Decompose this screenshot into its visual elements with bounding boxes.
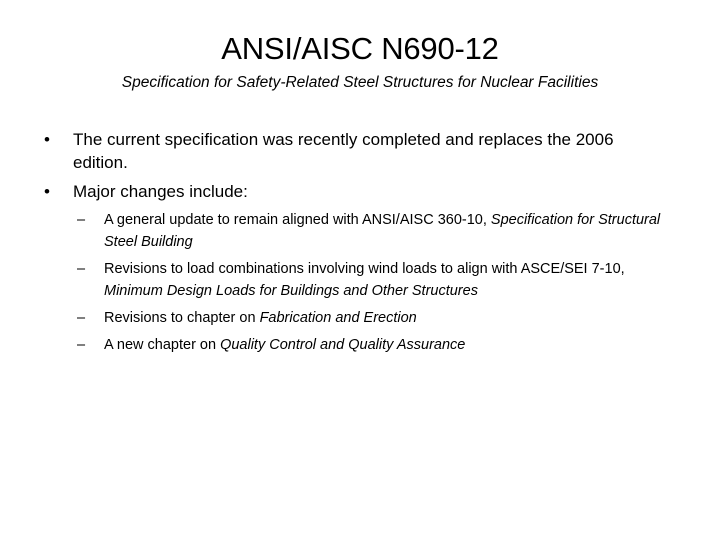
- slide-subtitle: Specification for Safety-Related Steel Structures for Nuclear Facilities: [121, 74, 599, 91]
- sub-bullet-italic: Fabrication and Erection: [259, 310, 417, 326]
- sub-bullet-italic: Specification for Structural Steel Building: [104, 212, 661, 250]
- sub-bullet-item: [73, 258, 672, 302]
- bullet-item: [42, 180, 672, 356]
- dash-glyph: –: [77, 337, 86, 353]
- sub-bullet-text: A general update to remain aligned with ANSI/AISC 360-10,: [104, 212, 491, 228]
- sub-bullet-item: [73, 334, 672, 356]
- bullet-list: [42, 128, 672, 356]
- dash-glyph: –: [77, 212, 86, 228]
- sub-bullet-text: Revisions to load combinations involving wind loads to align with ASCE/SEI 7-10,: [104, 261, 625, 277]
- sub-bullet-list: [73, 209, 672, 356]
- dash-glyph: –: [77, 261, 86, 277]
- title-block: [36, 30, 684, 94]
- sub-bullet-text: Revisions to chapter on: [104, 310, 260, 326]
- bullet-text: Major changes include:: [73, 182, 248, 201]
- bullet-glyph: •: [44, 130, 50, 149]
- sub-bullet-text: A new chapter on: [104, 337, 221, 353]
- bullet-item: [42, 128, 672, 174]
- sub-bullet-italic: Minimum Design Loads for Buildings and Other Structures: [104, 283, 478, 299]
- sub-bullet-item: [73, 307, 672, 329]
- slide-body: [42, 128, 672, 362]
- bullet-glyph: •: [44, 182, 50, 201]
- sub-bullet-item: [73, 209, 672, 253]
- dash-glyph: –: [77, 310, 86, 326]
- slide-title: ANSI/AISC N690-12: [221, 31, 499, 66]
- bullet-text: The current specification was recently completed and replaces the 2006 edition.: [73, 130, 614, 172]
- sub-bullet-italic: Quality Control and Quality Assurance: [220, 337, 466, 353]
